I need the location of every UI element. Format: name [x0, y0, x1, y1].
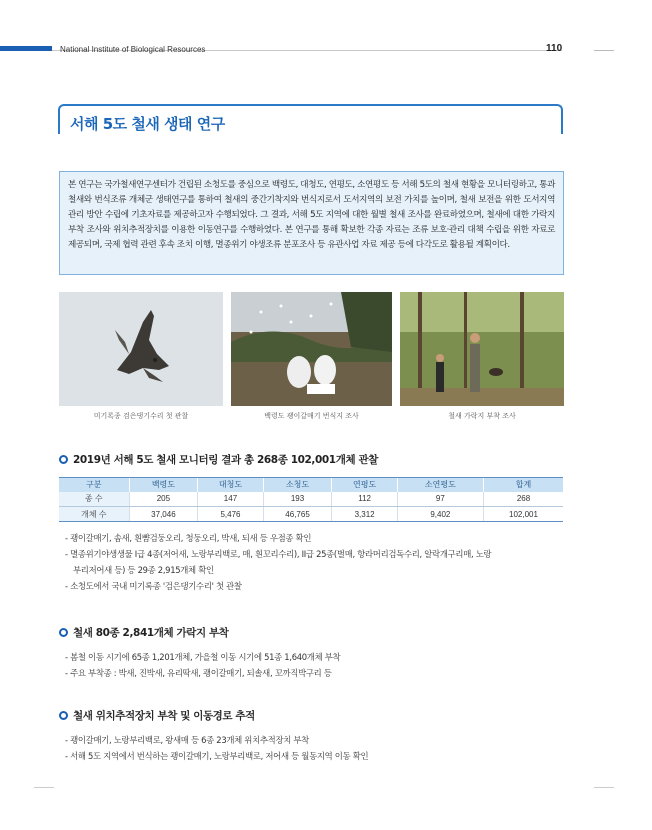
list-item: - 주요 부착종 : 박새, 진박새, 유리딱새, 괭이갈매기, 되솔새, 꼬까직박구리 등: [65, 668, 332, 678]
page-title: 서해 5도 철새 생태 연구: [70, 115, 225, 133]
table-header-cell: 백령도: [129, 478, 198, 492]
table-cell: 147: [198, 492, 263, 507]
table-row: [59, 492, 563, 507]
photo-caption-2: 백령도 괭이갈매기 번식지 조사: [264, 412, 359, 420]
org-name: National Institute of Biological Resources: [60, 45, 206, 54]
table-header-row: [59, 478, 563, 492]
table-header-cell: 구분: [59, 478, 129, 492]
table-cell: 193: [263, 492, 332, 507]
table-cell: 9,402: [397, 507, 483, 522]
table-cell: 268: [483, 492, 563, 507]
table-cell: 97: [397, 492, 483, 507]
table-cell: 205: [129, 492, 198, 507]
bullet-circle-icon: [59, 628, 68, 637]
table-row: [59, 507, 563, 522]
table-header-cell: 연평도: [332, 478, 397, 492]
footer-dash-left: [34, 787, 54, 788]
header-dash: [594, 50, 614, 51]
table-cell: 102,001: [483, 507, 563, 522]
bullet-circle-icon: [59, 711, 68, 720]
monitoring-table: [59, 477, 563, 522]
table-cell: 개체 수: [59, 507, 129, 522]
list-item: - 서해 5도 지역에서 번식하는 괭이갈매기, 노랑부리백로, 저어새 등 월동지역 이동 확인: [65, 751, 369, 761]
table-cell: 37,046: [129, 507, 198, 522]
section-heading-tracking: 철새 위치추적장치 부착 및 이동경로 추적: [59, 708, 255, 723]
bullet-circle-icon: [59, 455, 68, 464]
banding-bullets: [65, 649, 565, 681]
table-header-cell: 소청도: [263, 478, 332, 492]
tracking-bullets: [65, 732, 565, 764]
monitoring-bullets: [65, 530, 565, 594]
table-cell: 112: [332, 492, 397, 507]
footer-dash-right: [594, 787, 614, 788]
table-header-cell: 대청도: [198, 478, 263, 492]
header-accent-bar: [0, 46, 52, 51]
table-header-cell: 소연평도: [397, 478, 483, 492]
list-item: 부리저어새 등) 등 29종 2,915개체 확인: [73, 565, 214, 575]
table-cell: 5,476: [198, 507, 263, 522]
table-cell: 종 수: [59, 492, 129, 507]
raptor-photo: [59, 292, 223, 406]
gull-colony-photo: [231, 292, 392, 406]
bird-banding-photo: [400, 292, 564, 406]
section-heading-banding: 철새 80종 2,841개체 가락지 부착: [59, 625, 228, 640]
list-item: - 소청도에서 국내 미기록종 '검은댕기수리' 첫 관찰: [65, 581, 242, 591]
section-heading-monitoring: 2019년 서해 5도 철새 모니터링 결과 총 268종 102,001개체 관찰: [59, 452, 378, 467]
summary-box: 본 연구는 국가철새연구센터가 건립된 소청도를 중심으로 백령도, 대청도, 연평도, 소연평도 등 서해 5도의 철새 현황을 모니터링하고, 통과철새와 번식조류 개체군 생태연구를 통하여 철새의 중간기착지와 번식지로서 도서지역의 보전 가치를 높이며, 철새 보전을 위한 도서지역 관리 방안 수립에 기초자료를 제공하고자 수행되었다. 그 결과, 서해 5도 지역에 대한 월별 철새 조사를 완료하였으며, 철새에 대한 가락지 부착 조사와 위치추적장치를 이용한 이동연구를 수행하였다. 본 연구를 통해 확보한 각종 자료는 조류 보호·관리 대책 수립을 위한 자료로 제공되며, 국제 협력 관련 후속 조치 이행, 멸종위기 야생조류 분포조사 등 유관사업 자료 제공 등에 다각도로 활용될 계획이다.: [59, 171, 564, 275]
page-number: 110: [546, 43, 563, 54]
table-header-cell: 합계: [483, 478, 563, 492]
table-cell: 3,312: [332, 507, 397, 522]
photo-caption-1: 미기록종 검은댕기수리 첫 관찰: [93, 412, 189, 420]
photo-caption-3: 철새 가락지 부착 조사: [448, 412, 516, 420]
list-item: - 괭이갈매기, 노랑부리백로, 왕새매 등 6종 23개체 위치추적장치 부착: [65, 735, 309, 745]
list-item: - 괭이갈매기, 솜새, 흰뺨검둥오리, 청둥오리, 박새, 되새 등 우점종 확인: [65, 533, 312, 543]
table-cell: 46,765: [263, 507, 332, 522]
list-item: - 봄철 이동 시기에 65종 1,201개체, 가을철 이동 시기에 51종 1,640개체 부착: [65, 652, 341, 662]
list-item: - 멸종위기야생생물 I급 4종(저어새, 노랑부리백로, 매, 흰꼬리수리), II급 25종(벌매, 항라머리검독수리, 알락개구리매, 노랑: [65, 549, 492, 559]
